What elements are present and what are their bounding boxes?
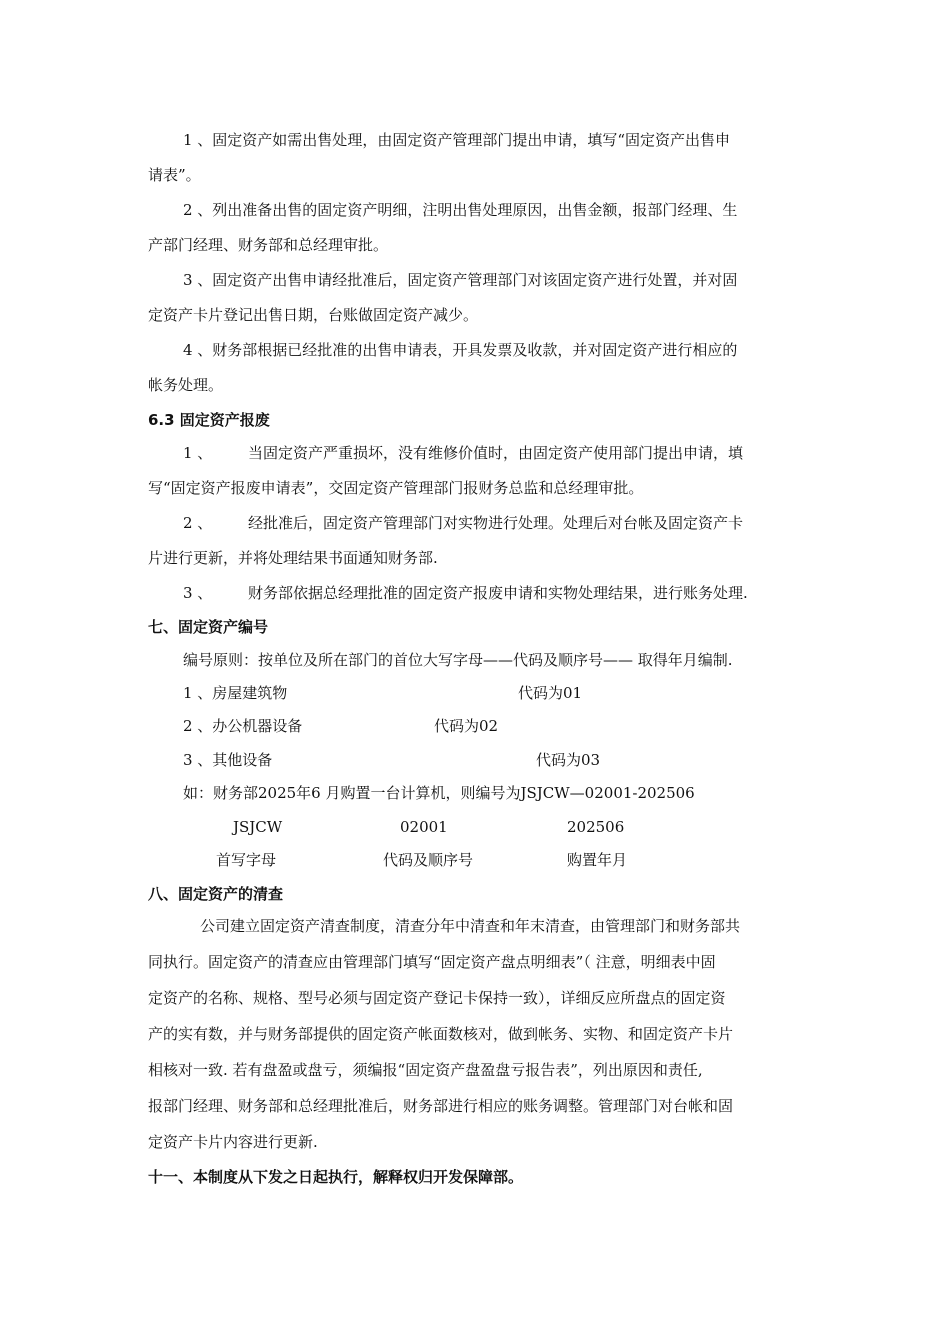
para-1-line-1: 1 、固定资产如需出售处理，由固定资产管理部门提出申请，填写“固定资产出售申 — [183, 131, 730, 149]
section-7-heading: 七、固定资产编号 — [148, 618, 269, 636]
example-part-2-label: 代码及顺序号 — [383, 851, 474, 869]
section-6-3-heading: 6.3 固定资产报废 — [148, 411, 270, 429]
numbering-principle: 编号原则：按单位及所在部门的首位大写字母——代码及顺序号—— 取得年月编制. — [183, 651, 733, 669]
section-11-heading: 十一、本制度从下发之日起执行，解释权归开发保障部。 — [148, 1168, 524, 1186]
scrap-item-1-continuation: 写“固定资产报废申请表”，交固定资产管理部门报财务总监和总经理审批。 — [148, 479, 644, 497]
code-3-value: 代码为03 — [536, 751, 601, 769]
para-4-line-2: 帐务处理。 — [148, 376, 224, 394]
para-3-line-1: 3 、固定资产出售申请经批准后，固定资产管理部门对该固定资产进行处置，并对固 — [183, 271, 738, 289]
scrap-item-1-number: 1 、 — [183, 444, 213, 462]
scrap-item-3-text: 财务部依据总经理批准的固定资产报废申请和实物处理结果，进行账务处理. — [248, 584, 748, 602]
code-1-value: 代码为01 — [518, 684, 583, 702]
para-2-line-2: 产部门经理、财务部和总经理审批。 — [148, 236, 389, 254]
scrap-item-1-text: 当固定资产严重损坏，没有维修价值时，由固定资产使用部门提出申请，填 — [248, 444, 744, 462]
inventory-line-3: 定资产的名称、规格、型号必须与固定资产登记卡保持一致），详细反应所盘点的固定资 — [148, 989, 726, 1007]
inventory-line-4: 产的实有数，并与财务部提供的固定资产帐面数核对，做到帐务、实物、和固定资产卡片 — [148, 1025, 734, 1043]
code-3-label: 3 、其他设备 — [183, 751, 273, 769]
para-3-line-2: 定资产卡片登记出售日期，台账做固定资产减少。 — [148, 306, 479, 324]
numbering-example: 如：财务部2025年6 月购置一台计算机，则编号为JSJCW—02001-202506 — [183, 784, 695, 802]
example-part-3-value: 202506 — [567, 818, 625, 836]
code-2-value: 代码为02 — [434, 717, 499, 735]
example-part-1-label: 首写字母 — [216, 851, 277, 869]
scrap-item-2-text: 经批准后，固定资产管理部门对实物进行处理。处理后对台帐及固定资产卡 — [248, 514, 744, 532]
para-2-line-1: 2 、列出准备出售的固定资产明细，注明出售处理原因，出售金额，报部门经理、生 — [183, 201, 738, 219]
scrap-item-2-number: 2 、 — [183, 514, 213, 532]
example-part-1-value: JSJCW — [233, 818, 283, 836]
inventory-line-7: 定资产卡片内容进行更新. — [148, 1133, 318, 1151]
code-1-label: 1 、房屋建筑物 — [183, 684, 288, 702]
scrap-item-3-number: 3 、 — [183, 584, 213, 602]
example-part-2-value: 02001 — [400, 818, 448, 836]
inventory-line-1: 公司建立固定资产清查制度，清查分年中清查和年末清查，由管理部门和财务部共 — [200, 917, 741, 935]
example-part-3-label: 购置年月 — [567, 851, 628, 869]
inventory-line-5: 相核对一致. 若有盘盈或盘亏，须编报“固定资产盘盈盘亏报告表”，列出原因和责任, — [148, 1061, 703, 1079]
code-2-label: 2 、办公机器设备 — [183, 717, 303, 735]
inventory-line-6: 报部门经理、财务部和总经理批准后，财务部进行相应的账务调整。管理部门对台帐和固 — [148, 1097, 734, 1115]
para-4-line-1: 4 、财务部根据已经批准的出售申请表，开具发票及收款，并对固定资产进行相应的 — [183, 341, 738, 359]
para-1-line-2: 请表”。 — [148, 166, 201, 184]
scrap-item-2-continuation: 片进行更新，并将处理结果书面通知财务部. — [148, 549, 438, 567]
section-8-heading: 八、固定资产的清查 — [148, 885, 284, 903]
inventory-line-2: 同执行。固定资产的清查应由管理部门填写“固定资产盘点明细表”（ 注意，明细表中固 — [148, 953, 716, 971]
